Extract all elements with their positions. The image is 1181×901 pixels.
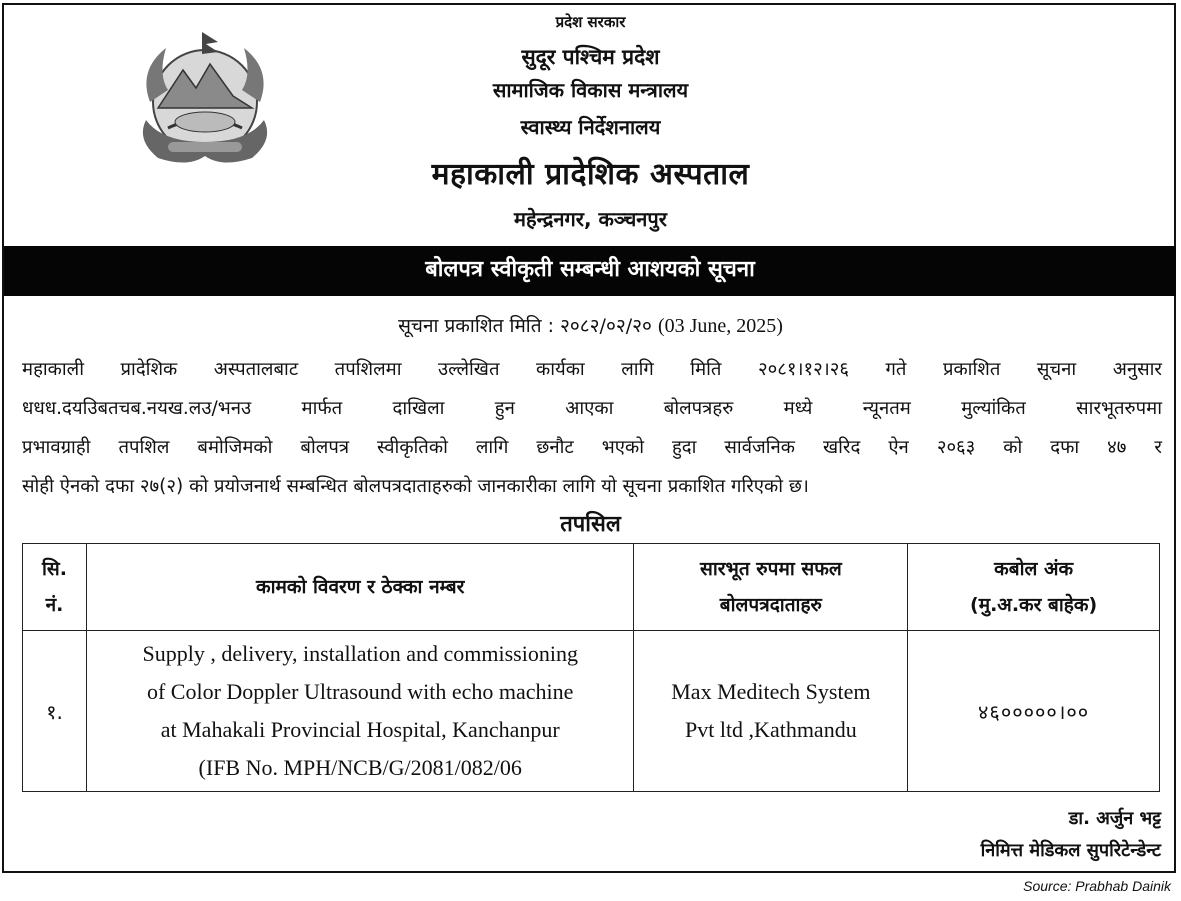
row-amount: ४६०००००।०० (908, 631, 1160, 792)
body-line-1: महाकाली प्रादेशिक अस्पतालबाट तपशिलमा उल्लेखित कार्यका लागि मिति २०८१।१२।२६ गते प्रकाशित सूचना अनुसार (22, 359, 1162, 380)
row-bidder (634, 631, 908, 792)
publication-date-english: (03 June, 2025) (657, 315, 783, 337)
row-bidder-line-1: Max Meditech System (671, 679, 871, 704)
table-title: तपसिल (560, 512, 621, 537)
body-line-2: धधध.दयउिबतचब.नयख.लउ/भनउ मार्फत दाखिला हुन आएका बोलपत्रहरु मध्ये न्यूनतम मुल्यांकित सारभूतरुपमा (22, 398, 1162, 419)
row-description (86, 631, 634, 792)
header-amount (908, 544, 1160, 631)
header-bidder-line-2: बोलपत्रदाताहरु (719, 594, 822, 616)
header-bidder (634, 544, 908, 631)
header-description: कामको विवरण र ठेक्का नम्बर (86, 544, 634, 631)
province-name: सुदूर पश्चिम प्रदेश (521, 45, 660, 69)
body-line-4: सोही ऐनको दफा २७(२) को प्रयोजनार्थ सम्बन्धित बोलपत्रदाताहरुको जानकारीका लागि यो सूचना प्रकाशित गरिएको छ। (22, 476, 809, 497)
signatory-name: डा. अर्जुन भट्ट (1068, 808, 1161, 829)
header-serial-line-1: सि. (41, 558, 67, 580)
row-description-line-2: of Color Doppler Ultrasound with echo machine (146, 679, 574, 704)
header-bidder-line-1: सारभूत रुपमा सफल (699, 558, 842, 580)
row-description-line-3: at Mahakali Provincial Hospital, Kanchanpur (160, 717, 560, 742)
source-credit: Source: Prabhab Dainik (1023, 878, 1171, 894)
header-serial-line-2: नं. (45, 594, 64, 616)
header-amount-line-1: कबोल अंक (994, 558, 1074, 580)
row-serial: १. (23, 631, 87, 792)
publication-date (0, 312, 1181, 338)
header-amount-line-2: (मु.अ.कर बाहेक) (970, 594, 1098, 616)
directorate-name: स्वास्थ्य निर्देशनालय (520, 115, 661, 139)
row-bidder-line-2: Pvt ltd ,Kathmandu (684, 717, 857, 742)
publication-date-label: सूचना प्रकाशित मिति : २०८२/०२/२० (398, 315, 652, 337)
table-header-row (23, 544, 1160, 631)
body-line-3: प्रभावग्राही तपशिल बमोजिमको बोलपत्र स्वीकृतिको लागि छनौट भएको हुदा सार्वजनिक खरिद ऐन २०६३ को दफा ४७ र (22, 437, 1162, 458)
notice-title-banner: बोलपत्र स्वीकृती सम्बन्धी आशयको सूचना (4, 246, 1176, 296)
award-table (22, 543, 1160, 792)
table-row (23, 631, 1160, 792)
row-description-line-1: Supply , delivery, installation and commissioning (142, 641, 578, 666)
ministry-name: सामाजिक विकास मन्त्रालय (492, 78, 689, 102)
header-serial (23, 544, 87, 631)
government-label: प्रदेश सरकार (555, 13, 626, 31)
hospital-address: महेन्द्रनगर, कञ्चनपुर (514, 207, 667, 231)
letterhead (0, 0, 1181, 245)
row-description-line-4: (IFB No. MPH/NCB/G/2081/082/06 (198, 755, 522, 780)
signatory-title: निमित्त मेडिकल सुपरिटेन्डेन्ट (980, 840, 1161, 861)
hospital-name: महाकाली प्रादेशिक अस्पताल (431, 157, 750, 192)
